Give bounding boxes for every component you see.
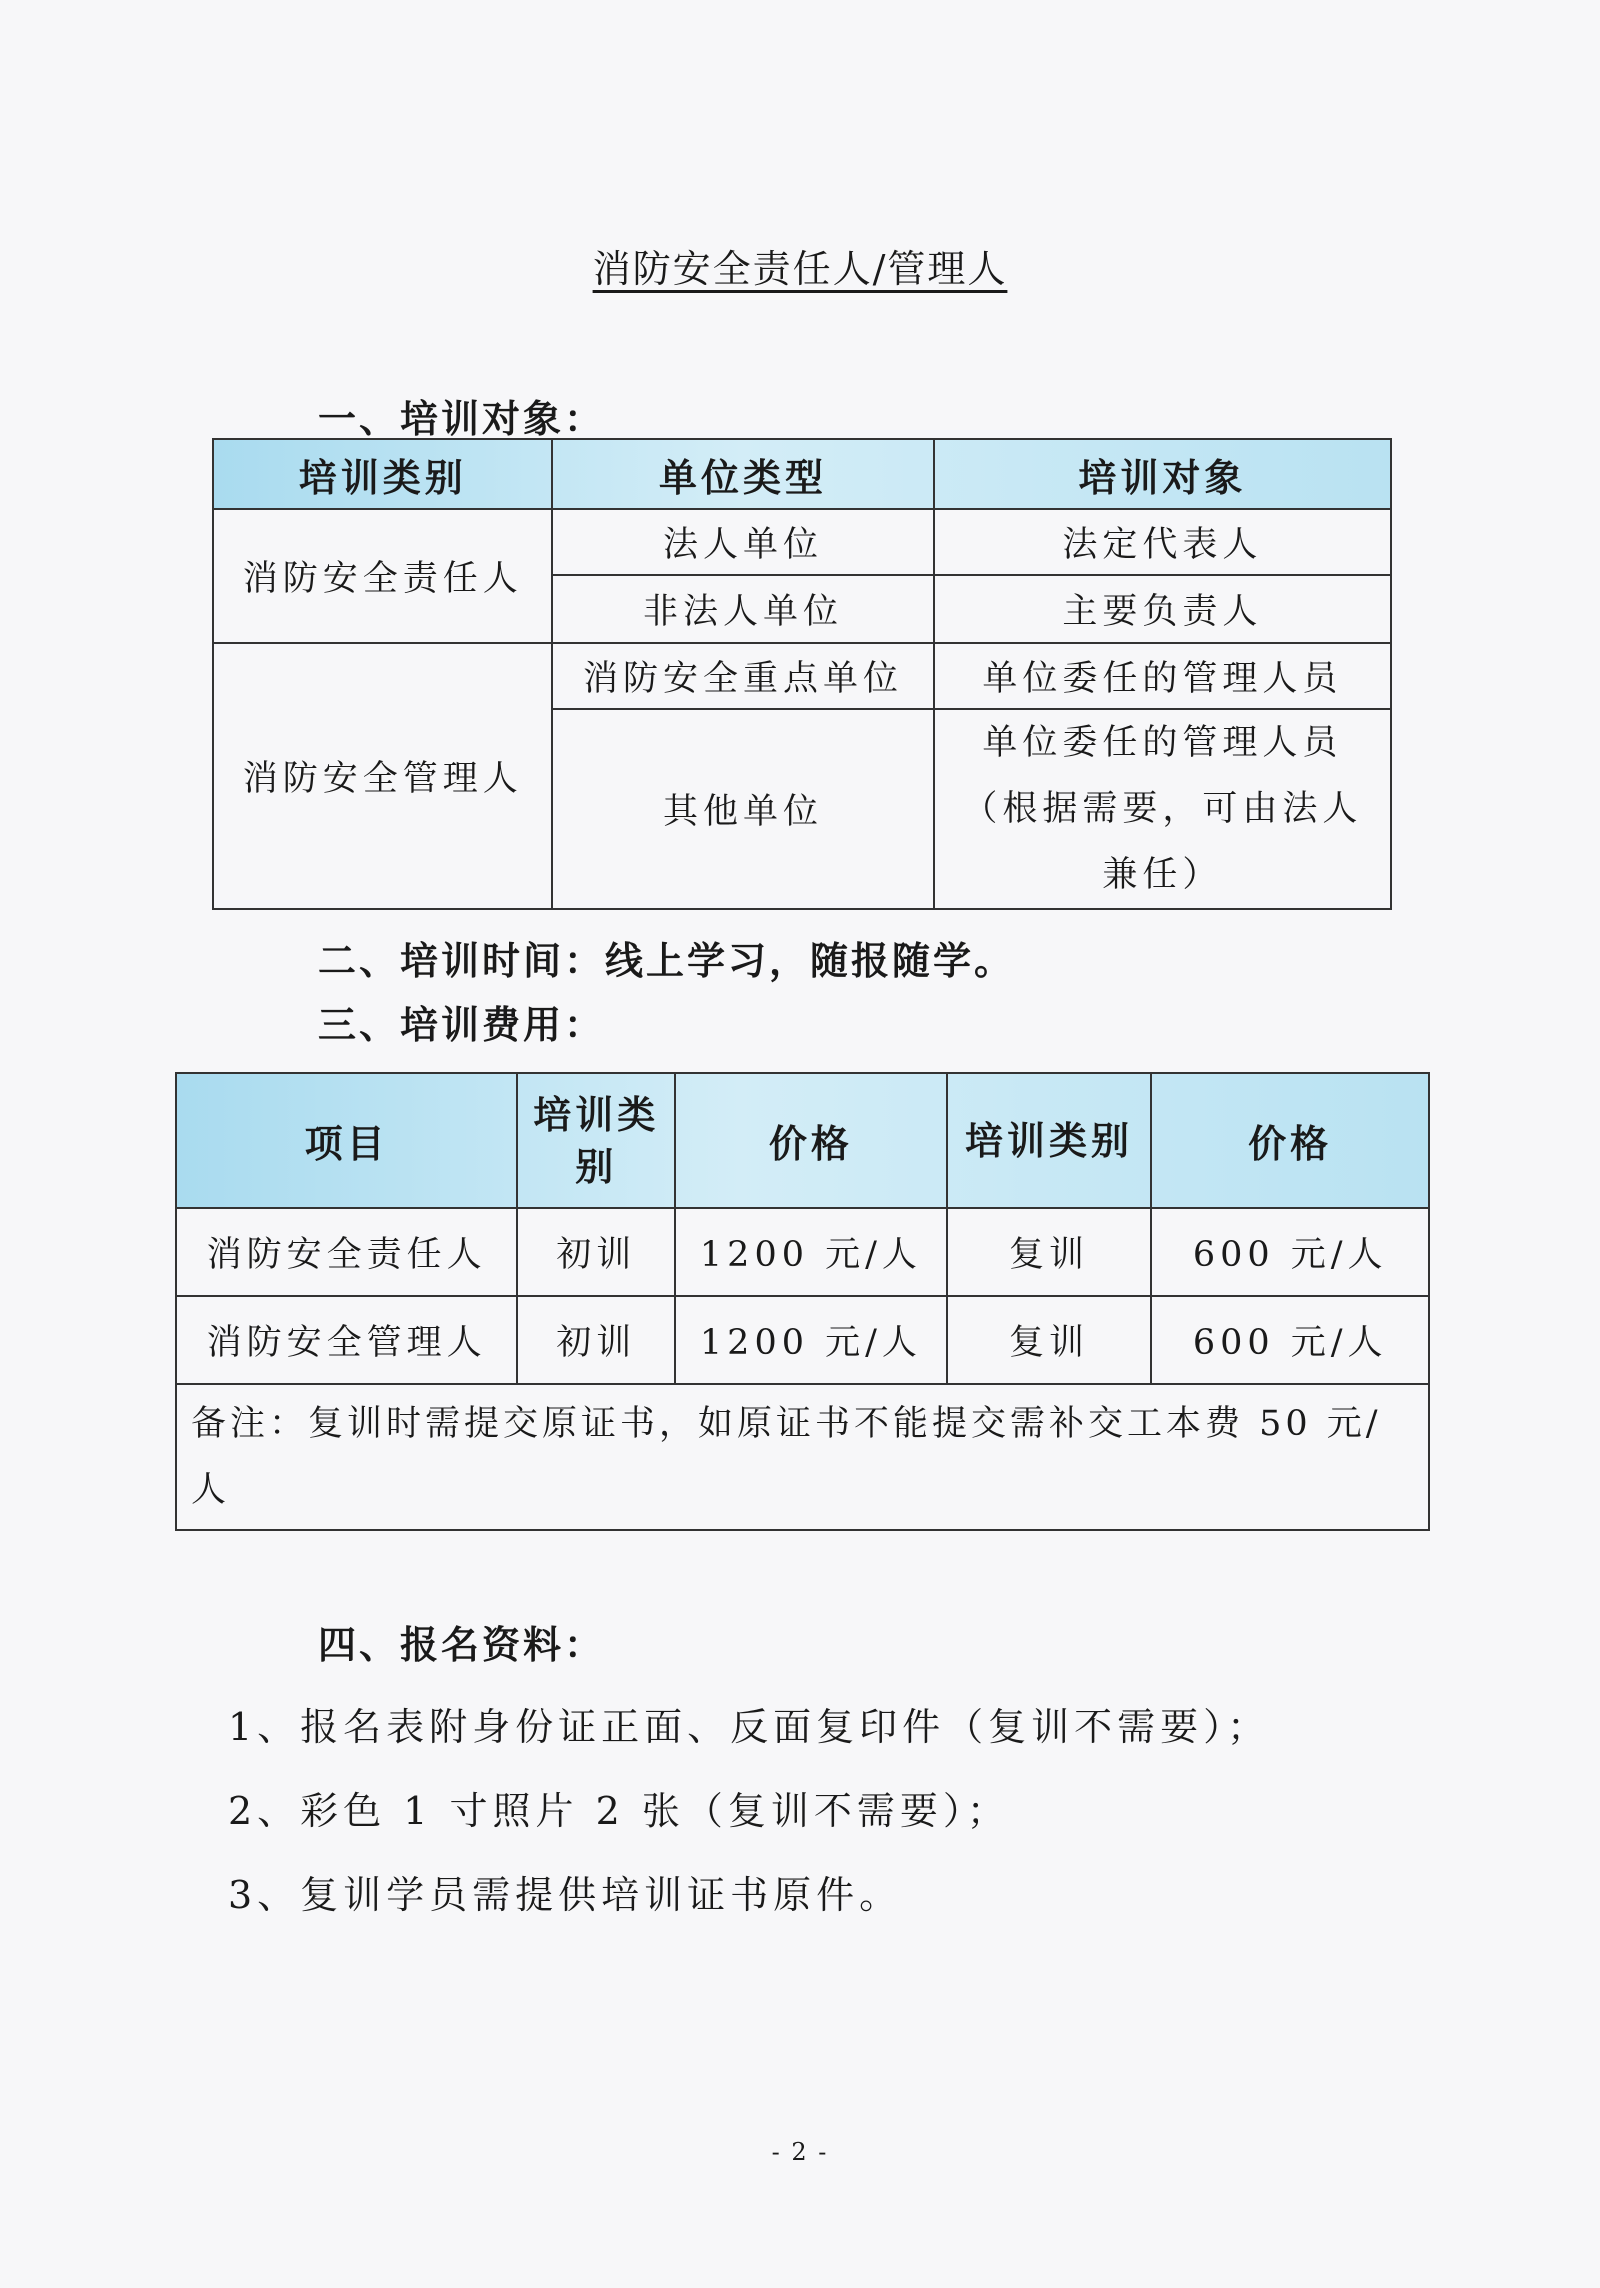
training-fee-table — [175, 1072, 1430, 1531]
table-cell: 消防安全责任人 — [176, 1208, 517, 1296]
table-cell: 600 元/人 — [1151, 1296, 1429, 1384]
table-cell: 1200 元/人 — [675, 1296, 947, 1384]
page-number: - 2 - — [771, 2138, 829, 2166]
table-note: 备注：复训时需提交原证书，如原证书不能提交需补交工本费 50 元/人 — [176, 1384, 1429, 1530]
table-cell: 复训 — [947, 1296, 1152, 1384]
column-header: 价格 — [675, 1073, 947, 1208]
column-header: 培训类别 — [947, 1073, 1152, 1208]
column-header: 培训类别 — [517, 1073, 675, 1208]
section-heading-registration-materials: 四、报名资料： — [318, 1623, 606, 1667]
category-cell: 消防安全责任人 — [213, 509, 552, 643]
column-header: 价格 — [1151, 1073, 1429, 1208]
table-header-row — [176, 1073, 1429, 1208]
table-cell: 复训 — [947, 1208, 1152, 1296]
list-item: 3、复训学员需提供培训证书原件。 — [228, 1873, 903, 1917]
unit-type-cell: 非法人单位 — [552, 575, 933, 643]
unit-type-cell: 消防安全重点单位 — [552, 643, 933, 709]
table-row — [213, 509, 1391, 575]
unit-type-cell: 其他单位 — [552, 709, 933, 909]
column-header: 项目 — [176, 1073, 517, 1208]
table-row — [176, 1296, 1429, 1384]
target-cell: 法定代表人 — [934, 509, 1391, 575]
target-cell: 主要负责人 — [934, 575, 1391, 643]
unit-type-cell: 法人单位 — [552, 509, 933, 575]
column-header: 单位类型 — [552, 439, 933, 509]
section-heading-training-time: 二、培训时间：线上学习，随报随学。 — [318, 939, 1016, 983]
section-heading-training-fee: 三、培训费用： — [318, 1003, 606, 1047]
table-note-row — [176, 1384, 1429, 1530]
column-header: 培训类别 — [213, 439, 552, 509]
target-cell: 单位委任的管理人员（根据需要，可由法人兼任） — [934, 709, 1391, 909]
table-cell: 消防安全管理人 — [176, 1296, 517, 1384]
table-cell: 600 元/人 — [1151, 1208, 1429, 1296]
category-cell: 消防安全管理人 — [213, 643, 552, 909]
table-row — [176, 1208, 1429, 1296]
column-header: 培训对象 — [934, 439, 1391, 509]
table-cell: 初训 — [517, 1208, 675, 1296]
table-cell: 初训 — [517, 1296, 675, 1384]
target-cell: 单位委任的管理人员 — [934, 643, 1391, 709]
table-row — [213, 643, 1391, 709]
training-target-table — [212, 438, 1392, 910]
list-item: 1、报名表附身份证正面、反面复印件（复训不需要）； — [228, 1705, 1271, 1749]
section-heading-training-target: 一、培训对象： — [318, 397, 606, 441]
table-cell: 1200 元/人 — [675, 1208, 947, 1296]
document-title — [0, 238, 1600, 293]
document-title-text: 消防安全责任人/管理人 — [592, 247, 1008, 291]
list-item: 2、彩色 1 寸照片 2 张（复训不需要）； — [228, 1789, 1010, 1833]
table-header-row — [213, 439, 1391, 509]
